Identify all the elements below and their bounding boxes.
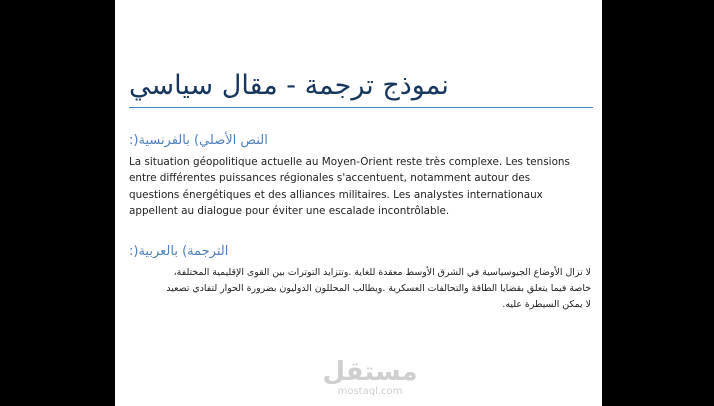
translation-paragraph xyxy=(123,265,591,313)
translation-line-1: لا تزال الأوضاع الجيوسياسية في الشرق الأوسط معقدة للغاية .وتتزايد التوترات بين القوى الإقليمية المختلفة، xyxy=(173,267,591,278)
document-page xyxy=(115,0,602,406)
watermark-arabic: مستقل xyxy=(322,357,418,387)
page-title: نموذج ترجمة - مقال سياسي xyxy=(129,70,449,101)
translation-heading: الترجمة) بالعربية(: xyxy=(129,244,229,259)
original-text-heading: النص الأصلي) بالفرنسية(: xyxy=(129,133,268,148)
translation-line-2: خاصة فيما يتعلق بقضايا الطاقة والتحالفات العسكرية .ويطالب المحللون الدوليون بضرورة الحوار لتفادي تصعيد xyxy=(166,283,591,294)
mostaql-watermark xyxy=(310,358,430,398)
original-text-paragraph: La situation géopolitique actuelle au Moyen-Orient reste très complexe. Les tensions entre différentes puissances régionales s'accentuent, notamment autour des questions énergétiques et des alliances militaires. Les analystes internationaux appellent au dialogue pour éviter une escalade incontrôlable. xyxy=(129,156,570,218)
translation-line-3: لا يمكن السيطرة عليه. xyxy=(502,299,591,310)
title-underline xyxy=(129,107,593,108)
watermark-latin: mostaql.com xyxy=(337,386,403,397)
